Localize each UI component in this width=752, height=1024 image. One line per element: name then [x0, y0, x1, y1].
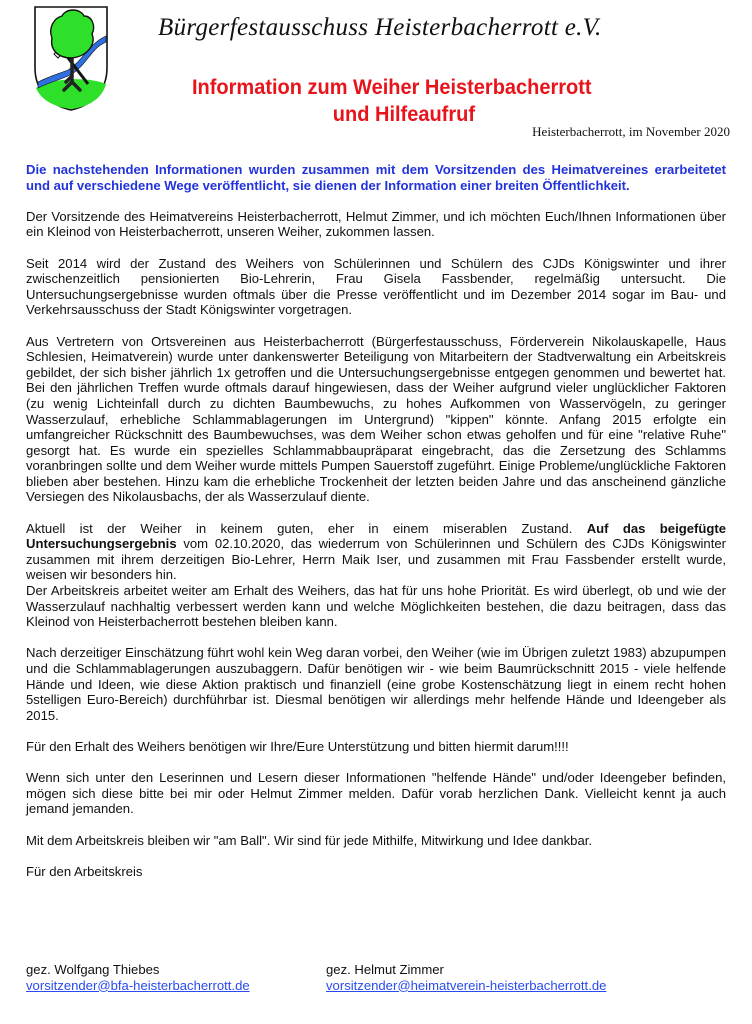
signature-name: gez. Wolfgang Thiebes — [26, 962, 160, 977]
p4-end: vom 02.10.2020, das wiederrum von Schülerinnen und Schülern des CJDs Königswinter zusammen mit ihrem derzeitigen Bio-Lehrer, Herrn Maik Iser, und zusammen mit Frau Fassbender erstellt wurde, weisen wir besonders hin. — [26, 536, 726, 583]
paragraph-2: Seit 2014 wird der Zustand des Weihers von Schülerinnen und Schülern des CJDs Königswinter und ihrer zwischenzeitlich pensionierten Bio-Lehrerin, Frau Gisela Fassbender, regelmäßig untersucht. Die Untersuchungsergebnisse wurden oftmals über die Presse veröffentlicht und im Dezember 2014 sogar im Bau- und Verkehrsausschuss der Stadt Königswinter vorgetragen. — [26, 255, 726, 318]
title-line-2: und Hilfeaufruf — [332, 102, 475, 126]
paragraph-6: Nach derzeitiger Einschätzung führt wohl kein Weg daran vorbei, den Weiher (wie im Übrigen zuletzt 1983) abzupumpen und die Schlammablagerungen auszubaggern. Dafür benötigen wir - wie beim Baumrückschnitt 2015 - viele helfende Hände und Ideen, wie diese Aktion praktisch und finanziell (eine grobe Kostenschätzung liegt in einem recht hohen 5stelligen Euro-Bereich) durchführbar ist. Diesmal benötigen wir allerdings mehr helfende Hände und Ideengeber als 2015. — [26, 645, 726, 723]
tree-river-shield-icon — [32, 4, 110, 112]
paragraph-8: Wenn sich unter den Leserinnen und Lesern dieser Informationen "helfende Hände" und/oder Ideengeber befinden, mögen sich diese bitte bei mir oder Helmut Zimmer melden. Dafür vorab herzlichen Dank. Vielleicht kennt ja auch jemand jemanden. — [26, 770, 726, 817]
closing-line: Für den Arbeitskreis — [26, 863, 143, 879]
paragraph-3: Aus Vertretern von Ortsvereinen aus Heisterbacherrott (Bürgerfestausschuss, Förderverein Nikolauskapelle, Haus Schlesien, Heimatverein) wurde unter dankenswerter Beteiligung von Mitarbeitern der Stadtverwaltung ein Arbeitskreis gebildet, der sich bisher jährlich 1x getroffen und die Untersuchungsergebnisse entgegen genommen und bewertet hat. Bei den jährlichen Treffen wurde oftmals darauf hingewiesen, dass der Weiher aufgrund vieler unglücklicher Faktoren (zu wenig Lichteinfall durch zu dichten Baumbewuchs, zu hohes Aufkommen von Wasservögeln, zu geringer Wasserzulauf, erhebliche Schlammablagerungen im Untergrund) "kippen" könnte. Anfang 2015 erfolgte ein umfangreicher Rückschnitt des Baumbewuchses, was dem Weiher schon etwas geholfen und für eine "relative Ruhe" gesorgt hat. Es wurde ein spezielles Schlammabbaupräparat eingebracht, das die Zersetzung des Schlamms voranbringen sollte und dem Weiher wurde mittels Pumpen Sauerstoff zugeführt. Einige Probleme/unglückliche Faktoren blieben aber bestehen. Hinzu kam die erhebliche Trockenheit der letzten beiden Jahre und das anscheinend gänzliche Versiegen des Nikolausbachs, der als Wasserzulauf diente. — [26, 333, 726, 505]
p4-bold: Auf das beigefügte Untersuchungsergebnis — [26, 520, 726, 552]
paragraph-9: Mit dem Arbeitskreis bleiben wir "am Ball". Wir sind für jede Mithilfe, Mitwirkung und Idee dankbar. — [26, 832, 593, 848]
email-link-bfa[interactable]: vorsitzender@bfa-heisterbacherrott.de — [26, 977, 250, 993]
p4-start: Aktuell ist der Weiher in keinem guten, eher in einem miserablen Zustand. — [26, 520, 587, 536]
document-body — [26, 162, 726, 895]
intro-paragraph: Die nachstehenden Informationen wurden zusammen mit dem Vorsitzenden des Heimatvereines erarbeitetet und auf verschiedene Wege veröffentlicht, sie dienen der Information einer breiten Öffentlichkeit. — [26, 162, 726, 193]
paragraph-7: Für den Erhalt des Weihers benötigen wir Ihre/Eure Unterstützung und bitten hiermit darum!!!! — [26, 738, 569, 754]
signature-thiebes — [26, 962, 250, 993]
paragraph-4 — [26, 521, 726, 583]
coat-of-arms-logo — [32, 4, 110, 112]
dateline: Heisterbacherrott, im November 2020 — [532, 124, 730, 139]
organization-name: Bürgerfestausschuss Heisterbacherrott e.V. — [158, 14, 602, 41]
email-link-heimatverein[interactable]: vorsitzender@heimatverein-heisterbacherrott.de — [326, 977, 607, 993]
page-title — [150, 74, 634, 128]
signature-name: gez. Helmut Zimmer — [326, 962, 444, 977]
paragraph-5: Der Arbeitskreis arbeitet weiter am Erhalt des Weihers, das hat für uns hohe Priorität. Es wird überlegt, ob und wie der Wasserzulauf nachhaltig verbessert werden kann und welche Möglichkeiten bestehen, die dazu beitragen, dass das Kleinod von Heisterbacherrott bestehen bleiben kann. — [26, 583, 726, 630]
paragraph-1: Der Vorsitzende des Heimatvereins Heisterbacherrott, Helmut Zimmer, und ich möchten Euch/Ihnen Informationen über ein Kleinod von Heisterbacherrott, unseren Weiher, zukommen lassen. — [26, 208, 726, 240]
signature-zimmer — [326, 962, 606, 993]
title-line-1: Information zum Weiher Heisterbacherrott — [191, 75, 592, 99]
